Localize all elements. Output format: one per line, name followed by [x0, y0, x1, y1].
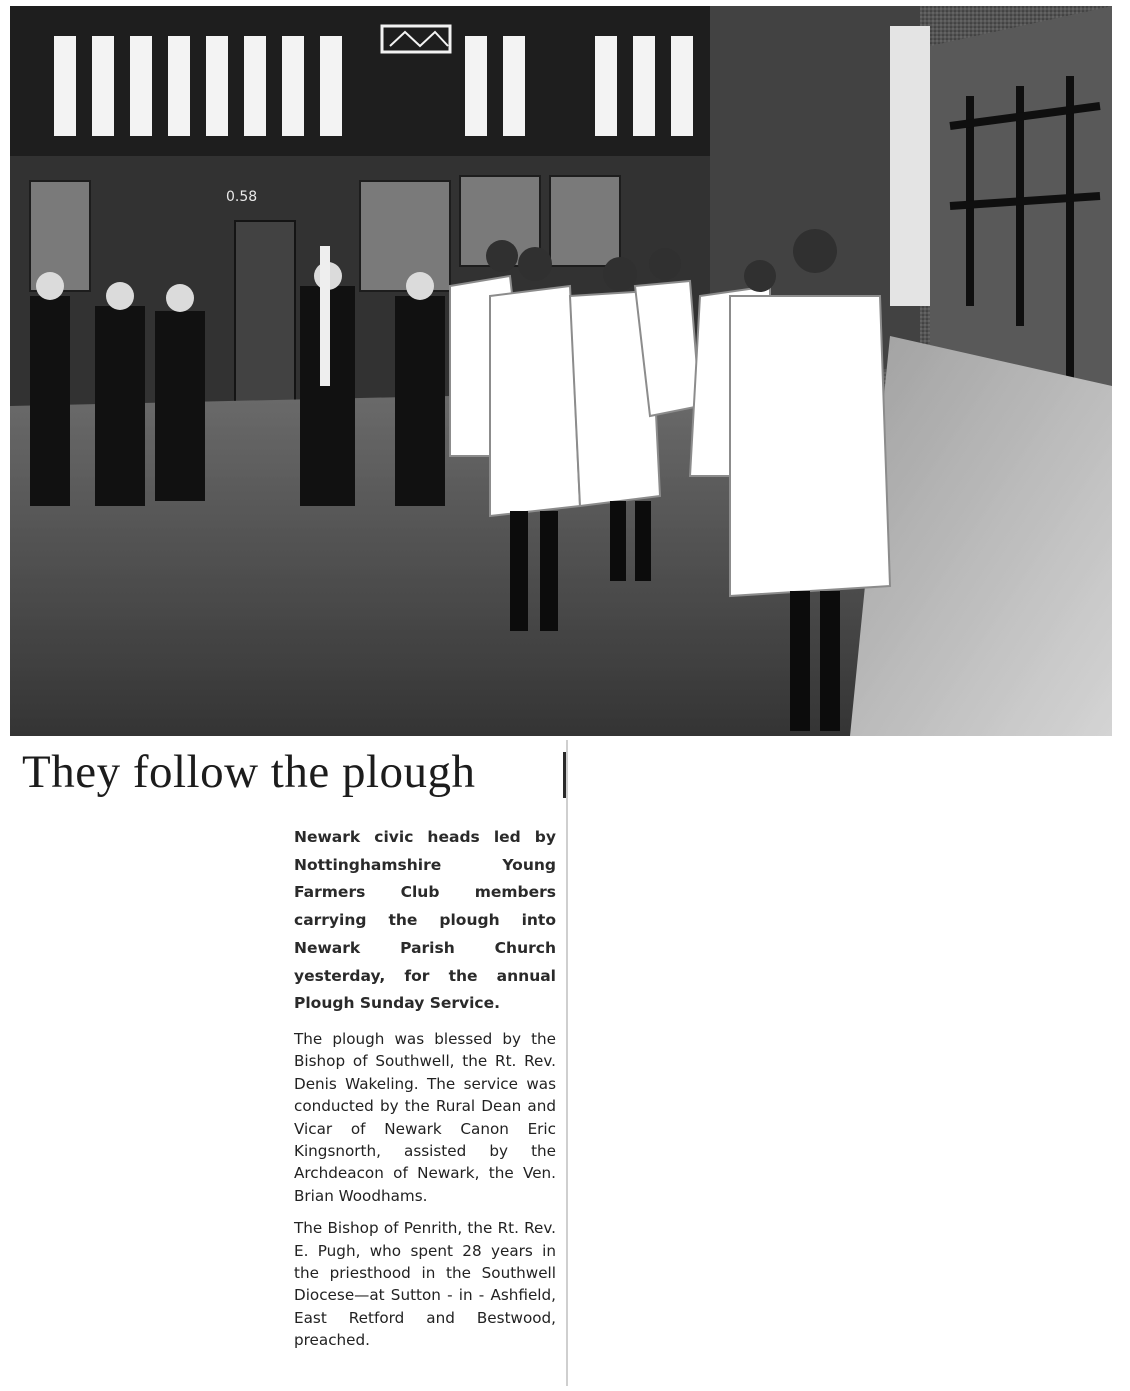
article-body [294, 824, 556, 1359]
article-paragraph: The plough was blessed by the Bishop of Southwell, the Rt. Rev. Denis Wakeling. The service was conducted by the Rural Dean and Vicar of Newark Canon Eric Kingsnorth, assisted by the Archdeacon of Newark, the Ven. Brian Woodhams. [294, 1029, 556, 1205]
article-paragraph: The Bishop of Penrith, the Rt. Rev. E. Pugh, who spent 28 years in the priesthood in the Southwell Diocese—at Sutton - in - Ashfield, East Retford and Bestwood, preached. [294, 1219, 556, 1350]
news-photograph [10, 6, 1112, 736]
headline: They follow the plough [22, 746, 476, 798]
svg-text:0.58: 0.58 [226, 189, 258, 205]
clipping-edge [566, 740, 568, 1386]
article-paragraph: Newark civic heads led by Nottinghamshire Young Farmers Club members carrying the plough into Newark Parish Church yesterday, for the annual Plough Sunday Service. [294, 828, 556, 1013]
